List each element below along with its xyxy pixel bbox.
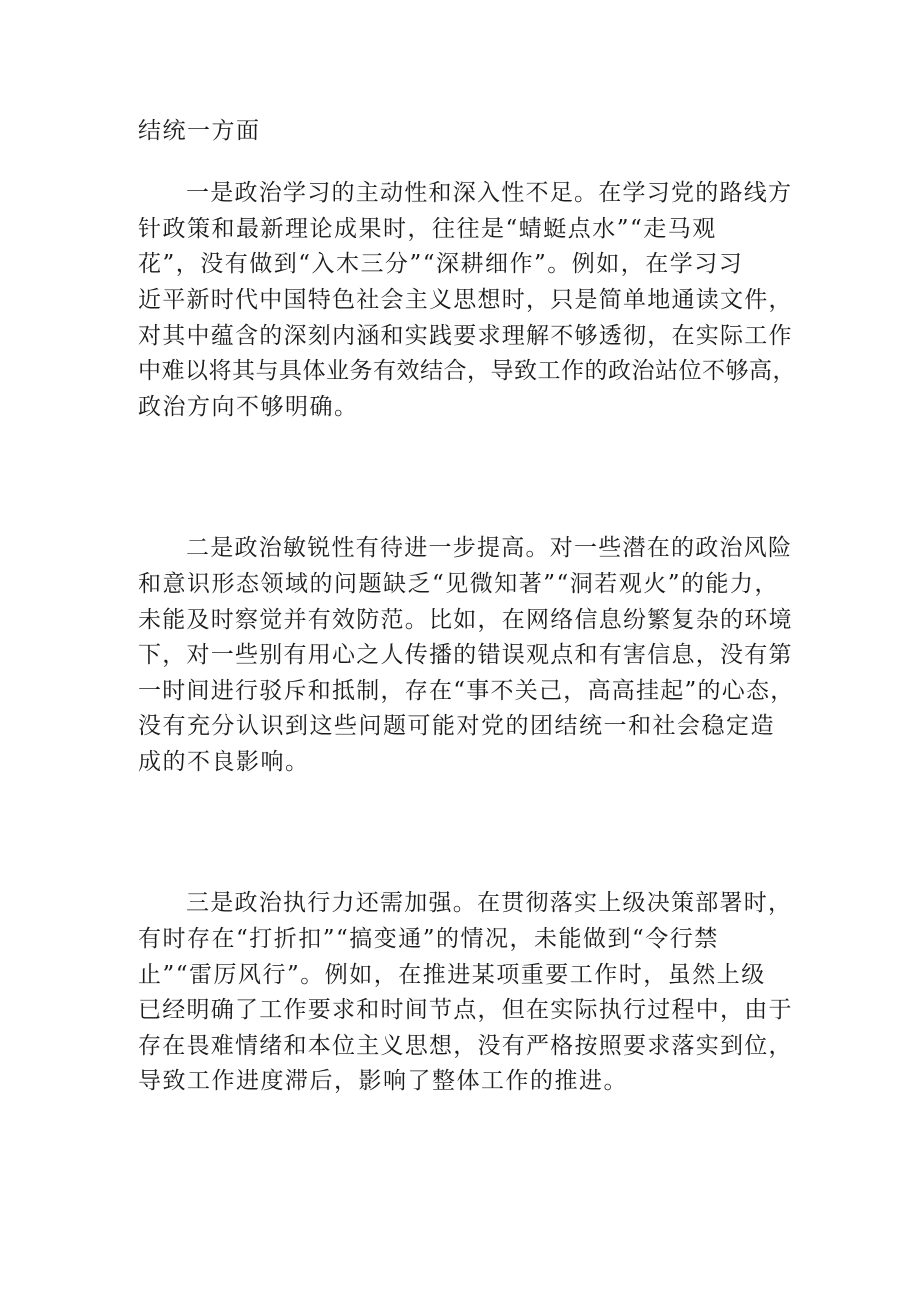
paragraph-2-line: 未能及时察觉并有效防范。比如，在网络信息纷繁复杂的环境 [138,607,793,633]
paragraph-3-line: 有时存在“打折扣”“搞变通”的情况，未能做到“令行禁 [138,926,719,952]
paragraph-1-line: 一是政治学习的主动性和深入性不足。在学习党的路线方 [186,180,793,206]
paragraph-3-line: 导致工作进度滞后，影响了整体工作的推进。 [138,1068,628,1094]
paragraph-2-line: 没有充分认识到这些问题可能对党的团结统一和社会稳定造 [138,713,775,739]
paragraph-1-line: 花”，没有做到“入木三分”“深耕细作”。例如，在学习习 [138,251,744,277]
paragraph-1-line: 针政策和最新理论成果时，往往是“蜻蜓点水”“走马观 [138,216,717,242]
paragraph-2-line: 一时间进行驳斥和抵制，存在“事不关己，高高挂起”的心态， [138,678,795,704]
paragraph-continuation-line: 结统一方面 [138,118,261,144]
paragraph-2-line: 下，对一些别有用心之人传播的错误观点和有害信息，没有第 [138,642,793,668]
paragraph-1-line: 对其中蕴含的深刻内涵和实践要求理解不够透彻，在实际工作 [138,323,793,349]
paragraph-1-line: 近平新时代中国特色社会主义思想时，只是简单地通读文件， [138,287,793,313]
paragraph-3-line: 已经明确了工作要求和时间节点，但在实际执行过程中，由于 [138,997,793,1023]
paragraph-3-line: 三是政治执行力还需加强。在贯彻落实上级决策部署时， [186,890,793,916]
paragraph-3-line: 止”“雷厉风行”。例如，在推进某项重要工作时，虽然上级 [138,962,766,988]
paragraph-2-line: 二是政治敏锐性有待进一步提高。对一些潜在的政治风险 [186,535,793,561]
paragraph-3-line: 存在畏难情绪和本位主义思想，没有严格按照要求落实到位， [138,1033,793,1059]
paragraph-2-line: 成的不良影响。 [138,749,310,775]
paragraph-1-line: 中难以将其与具体业务有效结合，导致工作的政治站位不够高， [138,358,796,384]
paragraph-2-line: 和意识形态领域的问题缺乏“见微知著”“洞若观火”的能力， [138,571,780,597]
paragraph-1-line: 政治方向不够明确。 [138,394,359,420]
